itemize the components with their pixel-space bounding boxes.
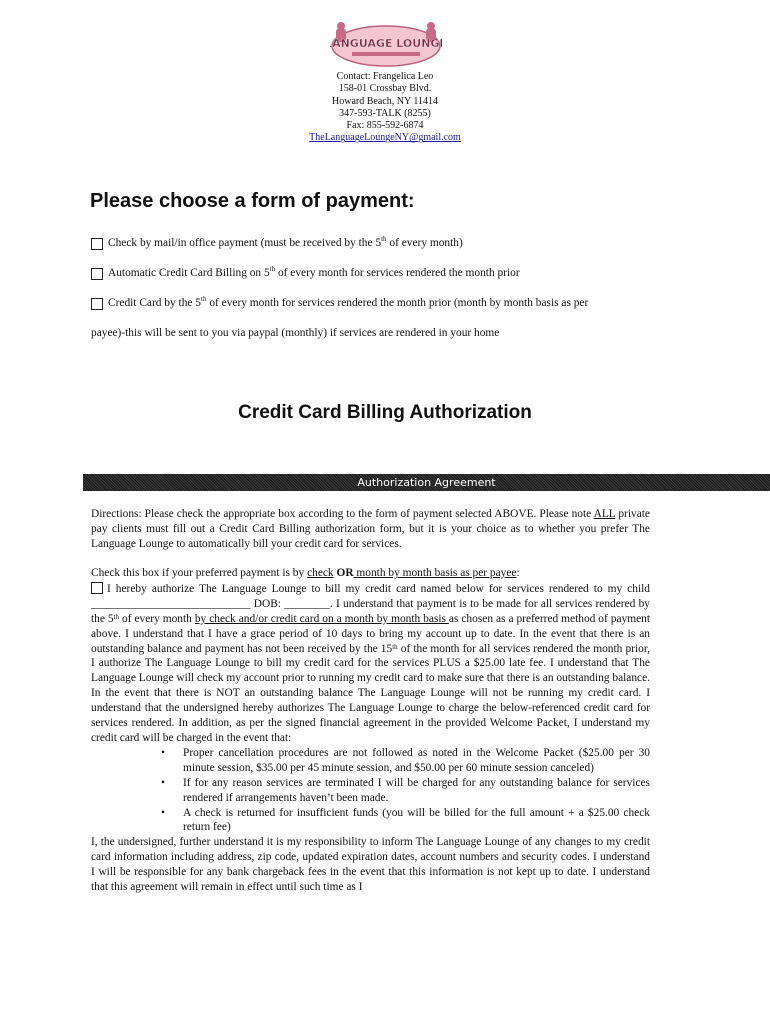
payment-option-credit-card[interactable] bbox=[91, 297, 588, 310]
contact-address2: Howard Beach, NY 11414 bbox=[332, 95, 438, 107]
list-item: • If for any reason services are terminated I will be charged for any outstanding balance for services rendered if arrangements haven’t been made. bbox=[161, 776, 650, 804]
checkbox[interactable] bbox=[91, 238, 103, 250]
authorization-paragraph: I hereby authorize The Language Lounge to bill my credit card named below for services rendered to my child ____________________________ DOB: ________. I understand that payment is to be made for all services rendered by the 5th of every month by check and/or credit card on a month by month basis as chosen as a preferred method of payment above. I understand that I have a grace period of 10 days to bring my account up to date. In the event that there is an outstanding balance and payment has not been received by the 15th of the month for all services rendered the month prior, I authorize The Language Lounge to bill my credit card for the services PLUS a $25.00 late fee. I understand that The Language Lounge will check my account prior to running my credit card to make sure that there is an outstanding balance. In the event that there is NOT an outstanding balance The Language Lounge will not be running my credit card. I understand that the undersigned hereby authorizes The Language Lounge to charge the below-referenced credit card for services rendered. In addition, as per the signed financial agreement in the provided Welcome Packet, I understand my credit card will be charged in the event that: bbox=[91, 582, 651, 744]
checkbox[interactable] bbox=[91, 268, 103, 280]
option-continuation: payee)-this will be sent to you via paypal (monthly) if services are rendered in your home bbox=[91, 327, 500, 339]
contact-email-link[interactable]: TheLanguageLoungeNY@gmail.com bbox=[309, 132, 461, 144]
payment-option-automatic[interactable] bbox=[91, 267, 520, 280]
charge-conditions-list bbox=[91, 746, 650, 835]
check-instruction: Check this box if your preferred payment is by check OR month by month basis as per payee: bbox=[91, 567, 520, 579]
option-label: Automatic Credit Card Billing on 5th of every month for services rendered the month prior bbox=[108, 265, 520, 279]
option-label: Check by mail/in office payment (must be received by the 5th of every month) bbox=[108, 235, 463, 249]
checkbox[interactable] bbox=[91, 298, 103, 310]
agreement-header-bar: Authorization Agreement bbox=[83, 474, 770, 491]
payment-option-check[interactable] bbox=[91, 237, 463, 250]
list-item: • A check is returned for insufficient funds (you will be billed for the full amount + a $25.00 check return fee) bbox=[161, 806, 650, 834]
contact-address1: 158-01 Crossbay Blvd. bbox=[338, 83, 432, 95]
authorization-body bbox=[91, 566, 650, 895]
contact-block bbox=[230, 71, 540, 145]
billing-title: Credit Card Billing Authorization bbox=[238, 402, 532, 423]
list-item: • Proper cancellation procedures are not followed as noted in the Welcome Packet ($25.00 per 30 minute session, $35.00 per 45 minute session, and $50.00 per 60 minute session canceled) bbox=[161, 746, 650, 774]
closing-paragraph: I, the undersigned, further understand it is my responsibility to inform The Language Lounge of any changes to my credit card information including address, zip code, updated expiration dates, account numbers and security codes. I understand I will be responsible for any bank chargeback fees in the event that this information is not kept up to date. I understand that this agreement will remain in effect until such time as I bbox=[91, 836, 650, 894]
contact-name: Contact: Frangelica Leo bbox=[336, 71, 434, 82]
authorize-checkbox[interactable] bbox=[91, 582, 103, 594]
payment-title: Please choose a form of payment: bbox=[90, 190, 415, 212]
option-label: Credit Card by the 5th of every month for services rendered the month prior (month by month basis as per bbox=[108, 295, 589, 309]
directions-paragraph: Directions: Please check the appropriate box according to the form of payment selected ABOVE. Please note ALL private pay clients must fill out a Credit Card Billing authorization form, but it is your choice as to whether you prefer The Language Lounge to automatically bill your credit card for services. bbox=[91, 508, 650, 550]
language-lounge-logo bbox=[330, 20, 442, 68]
contact-fax: Fax: 855-592-6874 bbox=[346, 120, 424, 132]
logo-text: LANGUAGE LOUNGE bbox=[330, 37, 442, 50]
contact-phone: 347-593-TALK (8255) bbox=[339, 107, 431, 119]
